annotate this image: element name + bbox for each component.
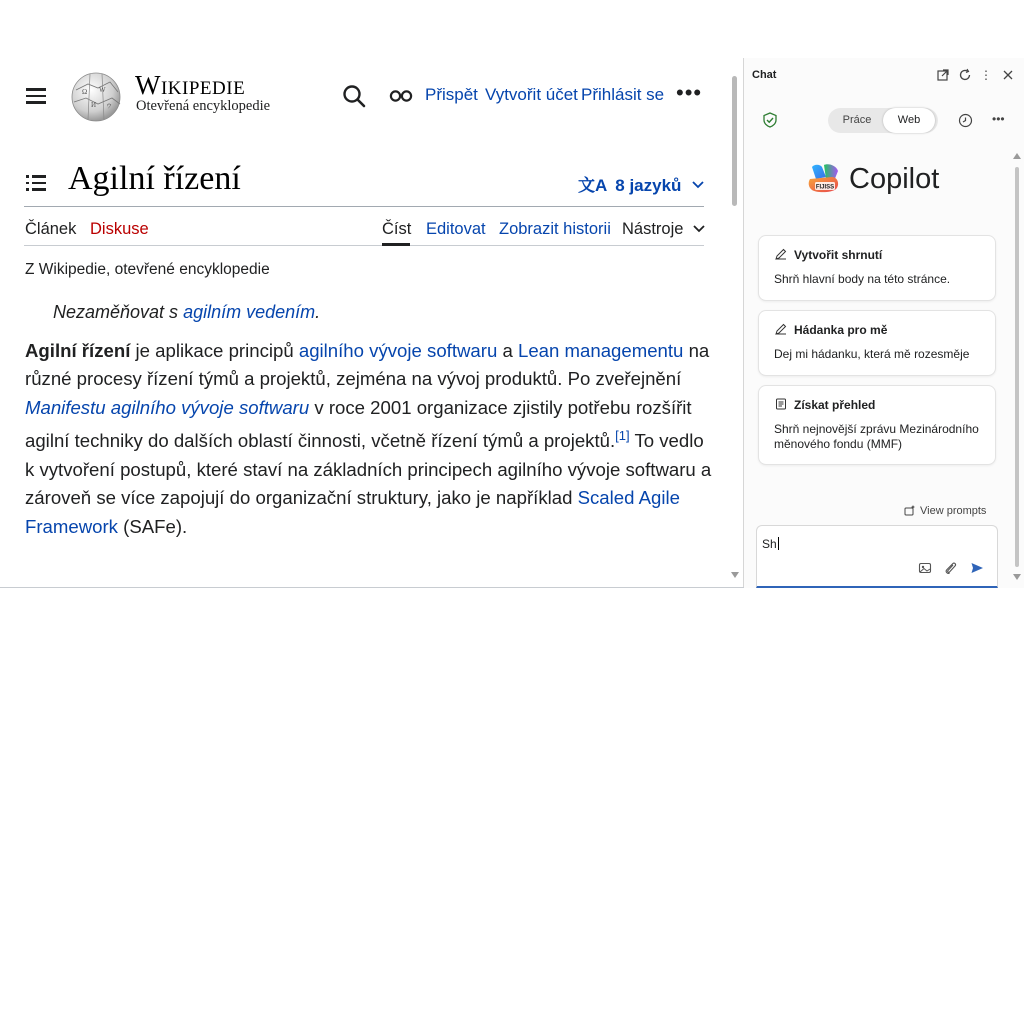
refresh-icon[interactable] (958, 68, 972, 82)
prompt-card-riddle[interactable] (758, 310, 996, 376)
tab-talk[interactable]: Diskuse (90, 220, 149, 238)
chat-input-value: Sh (762, 537, 777, 551)
lean-management-link[interactable]: Lean managementu (518, 340, 684, 361)
appearance-glasses-icon[interactable] (389, 86, 413, 106)
hatnote-suffix: . (315, 302, 321, 322)
card-description: Shrň nejnovější zprávu Mezinárodního měnového fondu (MMF) (774, 422, 979, 451)
card-title: Získat přehled (794, 398, 876, 412)
body-text: je aplikace principů (130, 340, 299, 361)
reference-link[interactable]: [1] (615, 428, 630, 444)
create-account-link[interactable]: Vytvořit účet (485, 85, 578, 104)
agile-manifesto-link[interactable]: Manifestu agilního vývoje softwaru (25, 396, 310, 418)
card-title: Vytvořit shrnutí (794, 248, 883, 262)
chat-composer[interactable] (756, 525, 998, 588)
bold-term: Agilní řízení (25, 340, 131, 361)
wikipedia-wordmark: Wikipedie (135, 70, 246, 100)
close-icon[interactable] (1001, 68, 1015, 82)
tab-read[interactable]: Číst (382, 220, 412, 238)
body-text: To vedlo k vytvoření postupů, které staví na základních principech agilního vývoje softwaru a zároveň se více zapojují do organizační struktury, jako je například (25, 430, 712, 509)
article-body (25, 337, 715, 541)
title-divider (24, 206, 704, 207)
body-text: (SAFe). (117, 515, 188, 537)
page-title: Agilní řízení (68, 160, 241, 197)
body-text: v roce 2001 organizace zjistily potřebu rozšířit agilní techniky do dalších oblastí činnosti, včetně řízení týmů a projektů. (25, 396, 692, 452)
tools-menu[interactable] (622, 220, 705, 239)
safe-framework-link[interactable]: Scaled Agile Framework (25, 487, 680, 537)
wikipedia-globe-logo[interactable] (68, 70, 124, 122)
toggle-web[interactable]: Web (883, 108, 935, 133)
card-description: Dej mi hádanku, která mě rozesměje (774, 347, 970, 361)
language-count: 8 jazyků (615, 176, 682, 195)
language-button[interactable] (578, 171, 704, 196)
hatnote-link[interactable]: agilním vedením (183, 302, 316, 322)
body-text: na různé procesy řízení týmů a projektů, zejména na vývoj produktů. Po zveřejnění (25, 340, 710, 390)
page-scrollbar[interactable] (730, 64, 740, 584)
open-in-new-window-icon[interactable] (936, 68, 950, 82)
sidebar-title: Chat (752, 69, 777, 81)
tab-edit[interactable]: Editovat (426, 220, 486, 238)
paperclip-icon[interactable] (943, 561, 957, 575)
scroll-down-arrow-icon[interactable] (1013, 574, 1021, 580)
login-link[interactable]: Přihlásit se (581, 85, 665, 104)
tabs-divider (24, 245, 704, 246)
copilot-brand-title: Copilot (849, 163, 940, 195)
pencil-icon (775, 323, 787, 335)
more-vertical-icon[interactable]: ⋮ (980, 68, 992, 82)
table-of-contents-icon[interactable] (26, 171, 48, 193)
main-menu-icon[interactable] (24, 84, 48, 108)
more-options-icon[interactable]: ••• (676, 80, 703, 105)
hatnote (53, 302, 320, 323)
body-text: a (497, 340, 518, 361)
card-title: Hádanka pro mě (794, 323, 888, 337)
tab-history[interactable]: Zobrazit historii (499, 220, 611, 238)
prompt-card-overview[interactable] (758, 385, 996, 465)
prompts-icon (904, 504, 916, 516)
logo-badge-text: FIJISS (815, 184, 835, 191)
site-subtitle: Z Wikipedie, otevřené encyklopedie (25, 261, 270, 278)
view-prompts-button[interactable] (904, 504, 986, 517)
svg-text:W: W (99, 86, 106, 94)
prompt-card-summary[interactable] (758, 235, 996, 301)
svg-text:И: И (91, 101, 97, 109)
tab-article[interactable]: Článek (25, 220, 77, 238)
active-tab-indicator (382, 243, 410, 246)
agile-software-link[interactable]: agilního vývoje softwaru (298, 340, 498, 361)
chat-scrollbar[interactable] (1014, 155, 1020, 575)
hatnote-prefix: Nezaměňovat s (53, 302, 184, 322)
toggle-work[interactable]: Práce (842, 114, 872, 126)
svg-text:ウ: ウ (106, 104, 113, 110)
text-caret (778, 537, 779, 550)
search-icon[interactable] (340, 82, 368, 110)
chevron-down-icon (693, 224, 705, 234)
wikipedia-tagline: Otevřená encyklopedie (136, 98, 271, 114)
scrollbar-thumb[interactable] (732, 76, 737, 206)
view-prompts-label: View prompts (920, 505, 987, 517)
more-horizontal-icon[interactable]: ••• (992, 112, 1005, 126)
document-icon (775, 398, 787, 410)
scroll-down-arrow-icon[interactable] (731, 572, 739, 578)
protected-shield-icon[interactable] (762, 112, 778, 128)
new-chat-icon[interactable] (958, 113, 973, 128)
scrollbar-thumb[interactable] (1015, 167, 1019, 567)
translate-icon: 文A (578, 176, 608, 195)
chat-input[interactable] (762, 537, 779, 551)
pencil-icon (775, 248, 787, 260)
tools-label: Nástroje (622, 220, 684, 238)
contribute-link[interactable]: Přispět (425, 85, 478, 104)
copilot-logo (806, 163, 842, 195)
chevron-down-icon (692, 180, 704, 190)
work-web-toggle[interactable] (828, 108, 938, 133)
card-description: Shrň hlavní body na této stránce. (774, 272, 951, 286)
image-upload-icon[interactable] (918, 561, 932, 575)
send-icon[interactable] (970, 561, 984, 575)
svg-text:Ω: Ω (82, 88, 88, 96)
